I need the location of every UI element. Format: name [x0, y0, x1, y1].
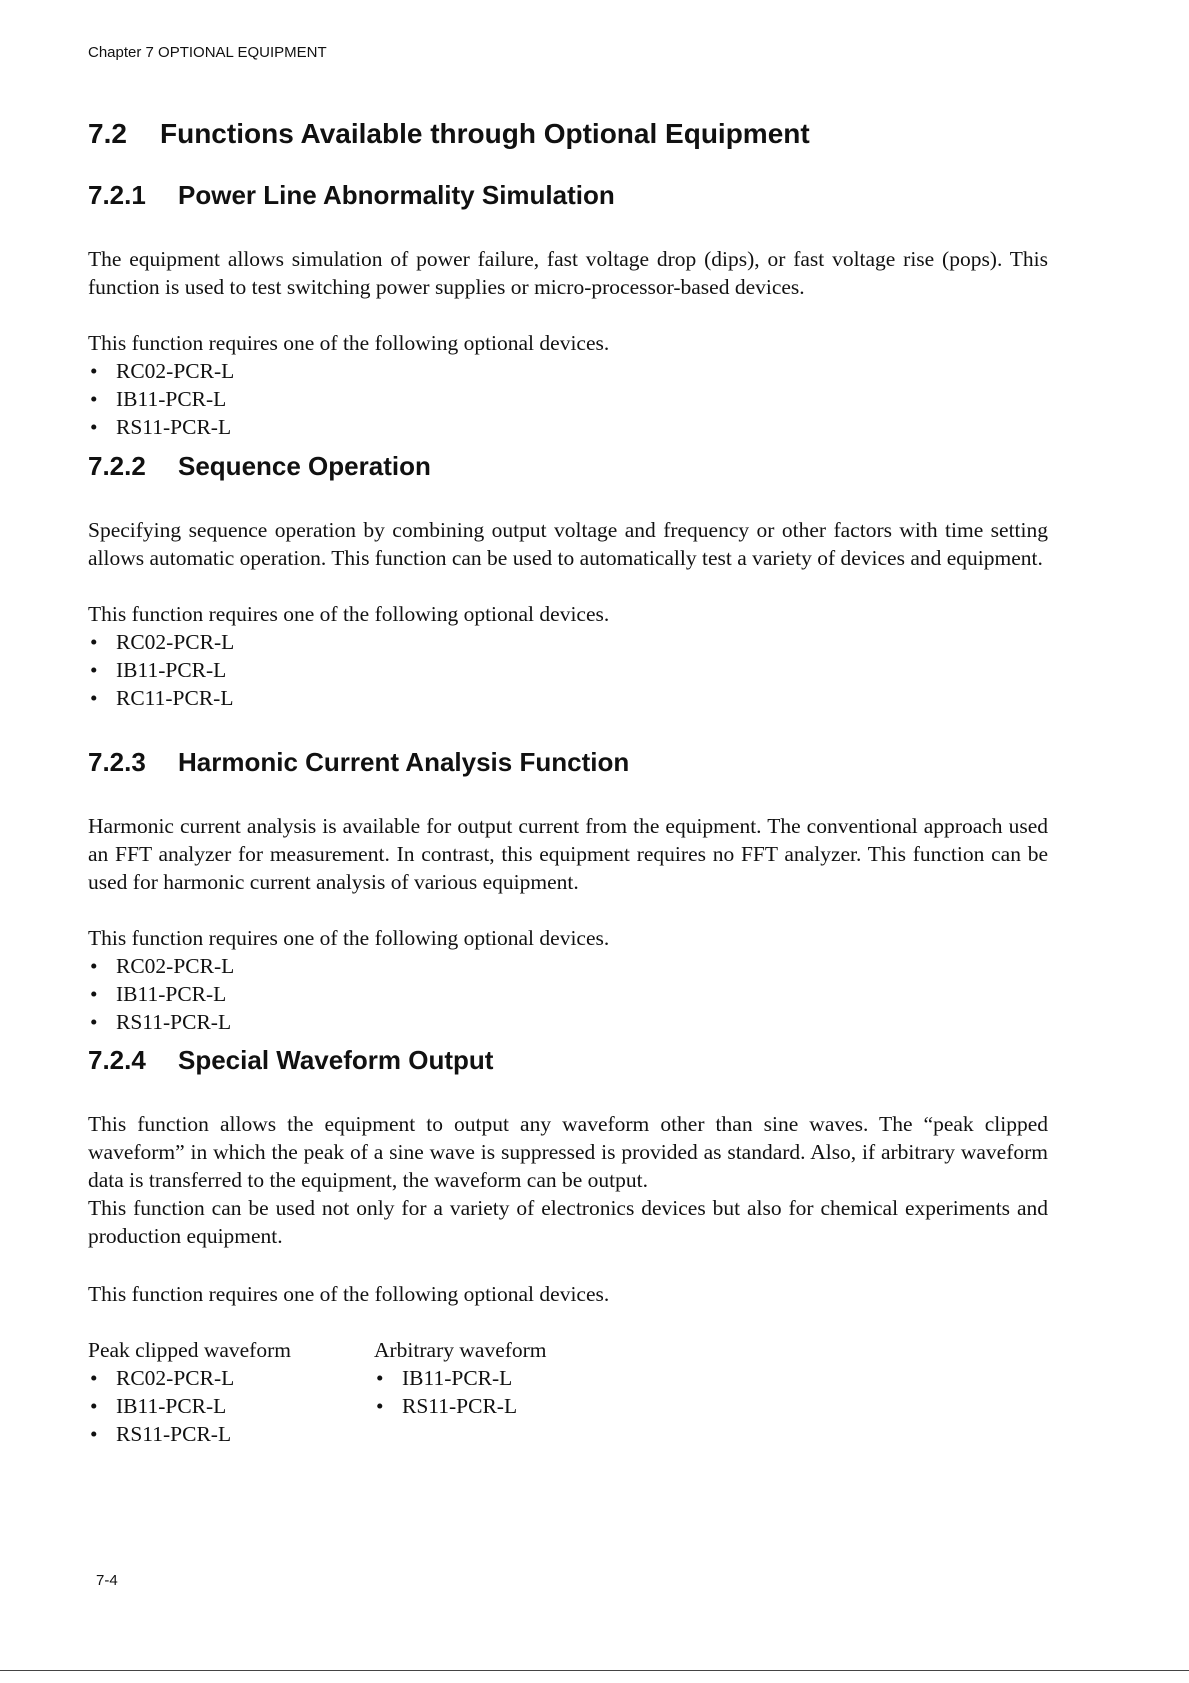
subsection-heading [88, 180, 1048, 211]
device-item [88, 628, 1048, 656]
subsection-heading [88, 1045, 1048, 1076]
device-item [88, 1420, 374, 1448]
arbitrary-column [374, 1336, 660, 1448]
device-name: RC02-PCR-L [116, 1366, 235, 1390]
bullet-icon: • [376, 1394, 384, 1418]
device-list [88, 952, 1048, 1036]
device-name: RC02-PCR-L [116, 630, 235, 654]
device-name: RC02-PCR-L [116, 954, 235, 978]
device-item [88, 385, 1048, 413]
device-name: IB11-PCR-L [402, 1366, 513, 1390]
bullet-icon: • [90, 1010, 98, 1034]
requirement-text: This function requires one of the following optional devices. [88, 602, 610, 626]
subsection-sequence-operation [88, 451, 1048, 712]
device-name: IB11-PCR-L [116, 387, 227, 411]
bullet-icon: • [90, 686, 98, 710]
device-item [88, 684, 1048, 712]
device-item [88, 1392, 374, 1420]
section-title [88, 118, 810, 150]
requirement-text: This function requires one of the following optional devices. [88, 1282, 610, 1306]
subsection-number: 7.2.1 [88, 180, 146, 210]
device-item [374, 1392, 660, 1420]
subsection-number: 7.2.2 [88, 451, 146, 481]
device-list [88, 1364, 374, 1448]
body-paragraph: Specifying sequence operation by combining output voltage and frequency or other factors with time setting allows automatic operation. This function can be used to automatically test a variety of devices and equipment. [88, 518, 1048, 570]
column-title: Arbitrary waveform [374, 1338, 547, 1362]
device-item [88, 952, 1048, 980]
device-item [374, 1364, 660, 1392]
subsection-special-waveform [88, 1045, 1048, 1448]
device-name: IB11-PCR-L [116, 658, 227, 682]
subsection-number: 7.2.4 [88, 1045, 146, 1075]
body-paragraph: Harmonic current analysis is available for output current from the equipment. The conventional approach used an FFT analyzer for measurement. In contrast, this equipment requires no FFT analyzer. This function can be used for harmonic current analysis of various equipment. [88, 814, 1048, 894]
subsection-title: Sequence Operation [178, 451, 431, 481]
subsection-number: 7.2.3 [88, 747, 146, 777]
body-paragraph: The equipment allows simulation of power failure, fast voltage drop (dips), or fast voltage rise (pops). This function is used to test switching power supplies or micro-processor-based devices. [88, 247, 1048, 299]
section-title-text: Functions Available through Optional Equipment [160, 118, 810, 149]
subsection-title: Harmonic Current Analysis Function [178, 747, 630, 777]
device-name: IB11-PCR-L [116, 982, 227, 1006]
subsection-power-line [88, 180, 1048, 441]
subsection-title: Power Line Abnormality Simulation [178, 180, 615, 210]
device-list [88, 357, 1048, 441]
device-list [374, 1364, 660, 1420]
bullet-icon: • [90, 1366, 98, 1390]
bullet-icon: • [90, 658, 98, 682]
device-item [88, 656, 1048, 684]
device-list [88, 628, 1048, 712]
subsection-title: Special Waveform Output [178, 1045, 494, 1075]
device-item [88, 1008, 1048, 1036]
device-name: RS11-PCR-L [116, 1010, 232, 1034]
subsection-heading [88, 747, 1048, 778]
bullet-icon: • [90, 359, 98, 383]
running-head: Chapter 7 OPTIONAL EQUIPMENT [88, 44, 327, 61]
device-item [88, 413, 1048, 441]
bullet-icon: • [90, 1422, 98, 1446]
subsection-harmonic-current [88, 747, 1048, 1036]
bottom-rule [0, 1670, 1189, 1671]
device-name: IB11-PCR-L [116, 1394, 227, 1418]
body-paragraph: This function allows the equipment to output any waveform other than sine waves. The “peak clipped waveform” in which the peak of a sine wave is suppressed is provided as standard. Also, if arbitrary waveform data is transferred to the equipment, the waveform can be output. [88, 1112, 1048, 1192]
device-item [88, 980, 1048, 1008]
bullet-icon: • [90, 1394, 98, 1418]
device-name: RS11-PCR-L [402, 1394, 518, 1418]
section-number: 7.2 [88, 118, 127, 149]
peak-clipped-column [88, 1336, 374, 1448]
device-name: RS11-PCR-L [116, 1422, 232, 1446]
device-name: RC02-PCR-L [116, 359, 235, 383]
waveform-device-columns [88, 1336, 1048, 1448]
bullet-icon: • [376, 1366, 384, 1390]
device-name: RC11-PCR-L [116, 686, 234, 710]
device-item [88, 1364, 374, 1392]
bullet-icon: • [90, 630, 98, 654]
requirement-text: This function requires one of the following optional devices. [88, 926, 610, 950]
bullet-icon: • [90, 387, 98, 411]
requirement-text: This function requires one of the following optional devices. [88, 331, 610, 355]
column-title: Peak clipped waveform [88, 1338, 291, 1362]
device-item [88, 357, 1048, 385]
bullet-icon: • [90, 415, 98, 439]
body-paragraph: This function can be used not only for a variety of electronics devices but also for chemical experiments and production equipment. [88, 1196, 1048, 1248]
bullet-icon: • [90, 954, 98, 978]
device-name: RS11-PCR-L [116, 415, 232, 439]
subsection-heading [88, 451, 1048, 482]
page-number: 7-4 [96, 1572, 118, 1589]
bullet-icon: • [90, 982, 98, 1006]
